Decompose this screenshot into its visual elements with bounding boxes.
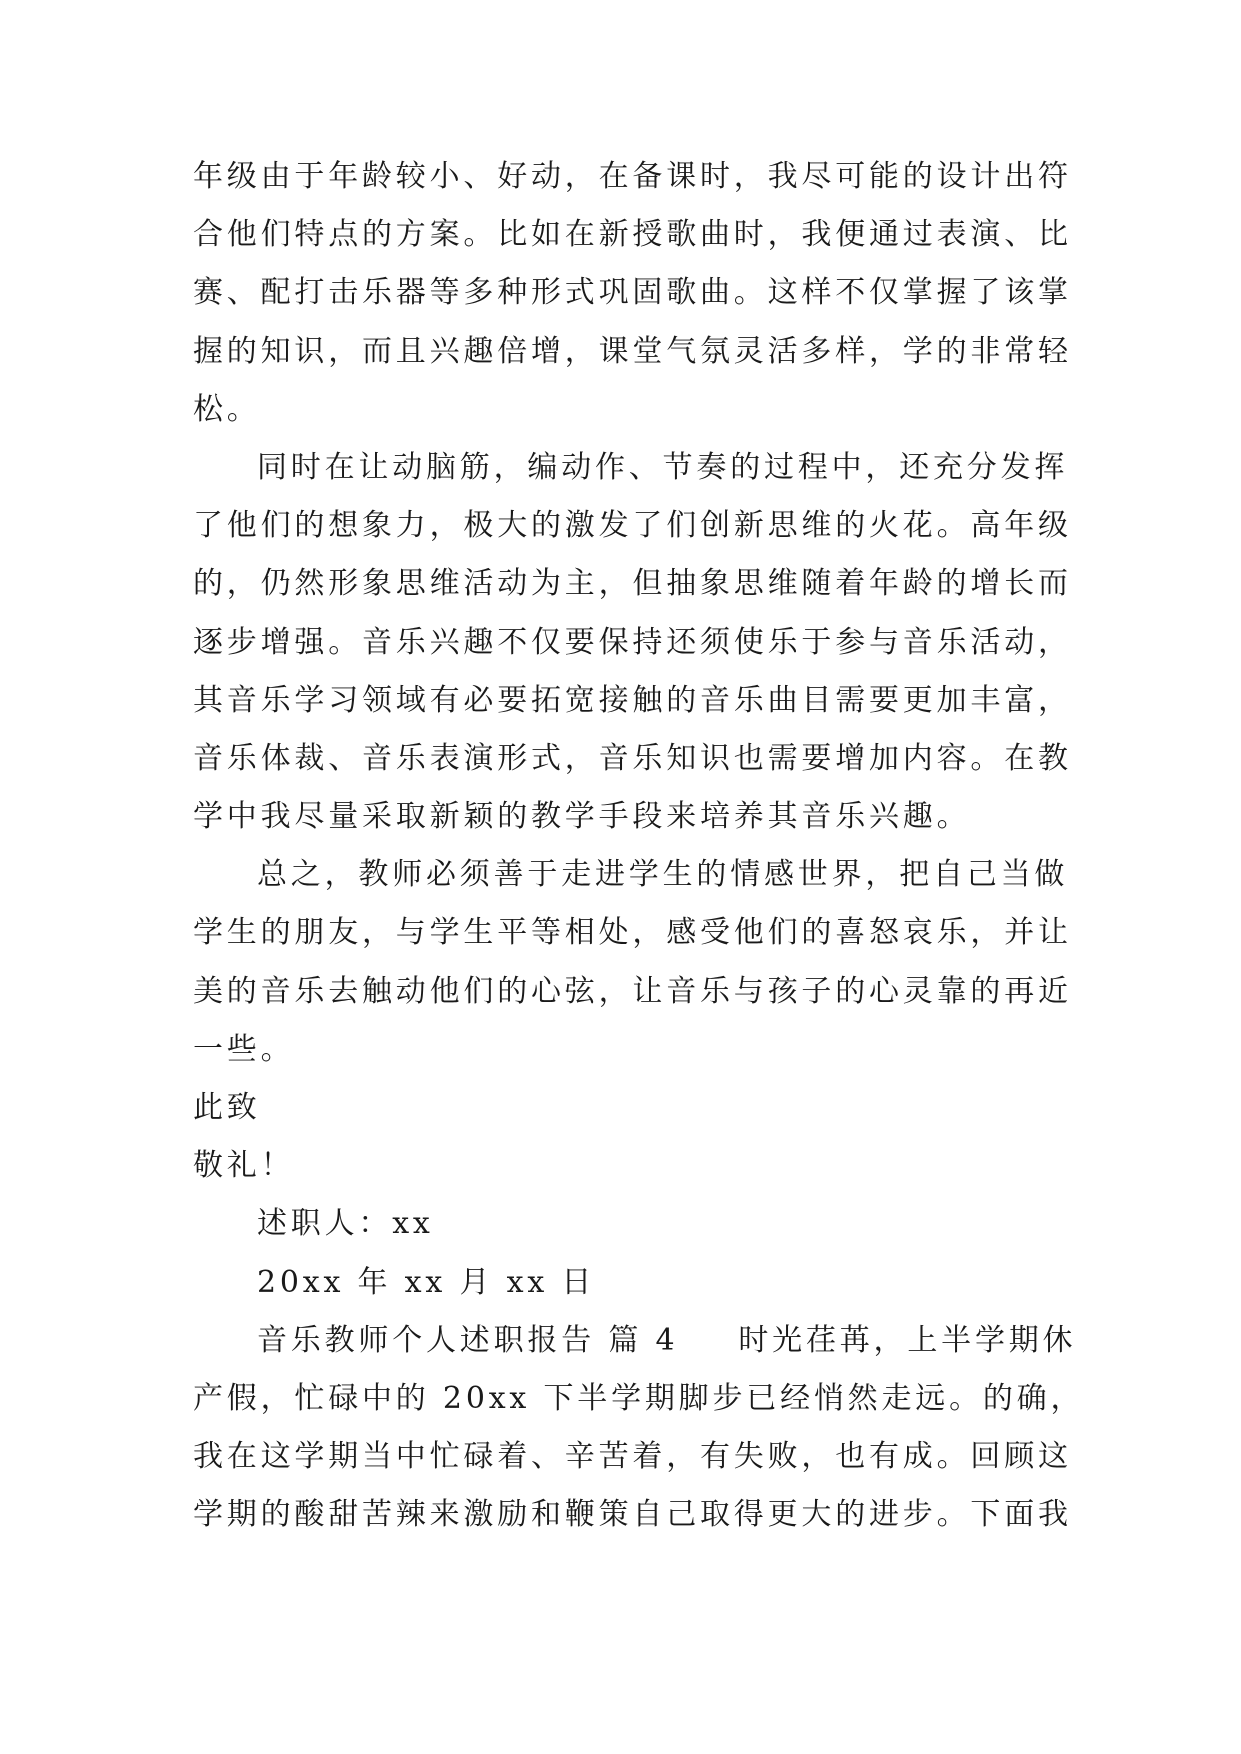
section-heading: 音乐教师个人述职报告 篇 4: [257, 1322, 679, 1358]
text-line: 合他们特点的方案。比如在新授歌曲时，我便通过表演、比: [193, 217, 1072, 253]
text-line: 逐步增强。音乐兴趣不仅要保持还须使乐于参与音乐活动，: [193, 624, 1072, 660]
text-line: 美的音乐去触动他们的心弦，让音乐与孩子的心灵靠的再近: [193, 973, 1072, 1009]
text-line: 产假，忙碌中的 20xx 下半学期脚步已经悄然走远。的确，: [193, 1380, 1085, 1416]
document-body: [193, 148, 1083, 1545]
text-line: 我在这学期当中忙碌着、辛苦着，有失败，也有成。回顾这: [193, 1439, 1072, 1475]
text-line: 同时在让动脑筋，编动作、节奏的过程中，还充分发挥: [257, 449, 1069, 485]
text-line: 赛、配打击乐器等多种形式巩固歌曲。这样不仅掌握了该掌: [193, 275, 1072, 311]
text-line: 的，仍然形象思维活动为主，但抽象思维随着年龄的增长而: [193, 566, 1072, 602]
signature-line: 述职人：xx: [257, 1206, 434, 1242]
text-line: 松。: [193, 391, 261, 427]
closing-regards: 敬礼！: [193, 1148, 295, 1184]
section-heading-line: [193, 1312, 1083, 1370]
text-line: 学中我尽量采取新颖的教学手段来培养其音乐兴趣。: [193, 799, 971, 835]
text-line: 总之，教师必须善于走进学生的情感世界，把自己当做: [257, 857, 1069, 893]
text-line: 年级由于年龄较小、好动，在备课时，我尽可能的设计出符: [193, 159, 1072, 194]
text-line: 其音乐学习领域有必要拓宽接触的音乐曲目需要更加丰富，: [193, 682, 1072, 718]
text-line: 了他们的想象力，极大的激发了们创新思维的火花。高年级: [193, 508, 1072, 544]
text-line: 学期的酸甜苦辣来激励和鞭策自己取得更大的进步。下面我: [193, 1497, 1072, 1533]
section-text: 时光荏苒，上半学期休: [738, 1322, 1077, 1358]
text-line: 握的知识，而且兴趣倍增，课堂气氛灵活多样，学的非常轻: [193, 333, 1072, 369]
text-line: 学生的朋友，与学生平等相处，感受他们的喜怒哀乐，并让: [193, 915, 1072, 951]
closing-salutation: 此致: [193, 1090, 261, 1125]
text-line: 音乐体裁、音乐表演形式，音乐知识也需要增加内容。在教: [193, 740, 1072, 776]
date-line: 20xx 年 xx 月 xx 日: [257, 1264, 596, 1300]
text-line: 一些。: [193, 1031, 295, 1067]
